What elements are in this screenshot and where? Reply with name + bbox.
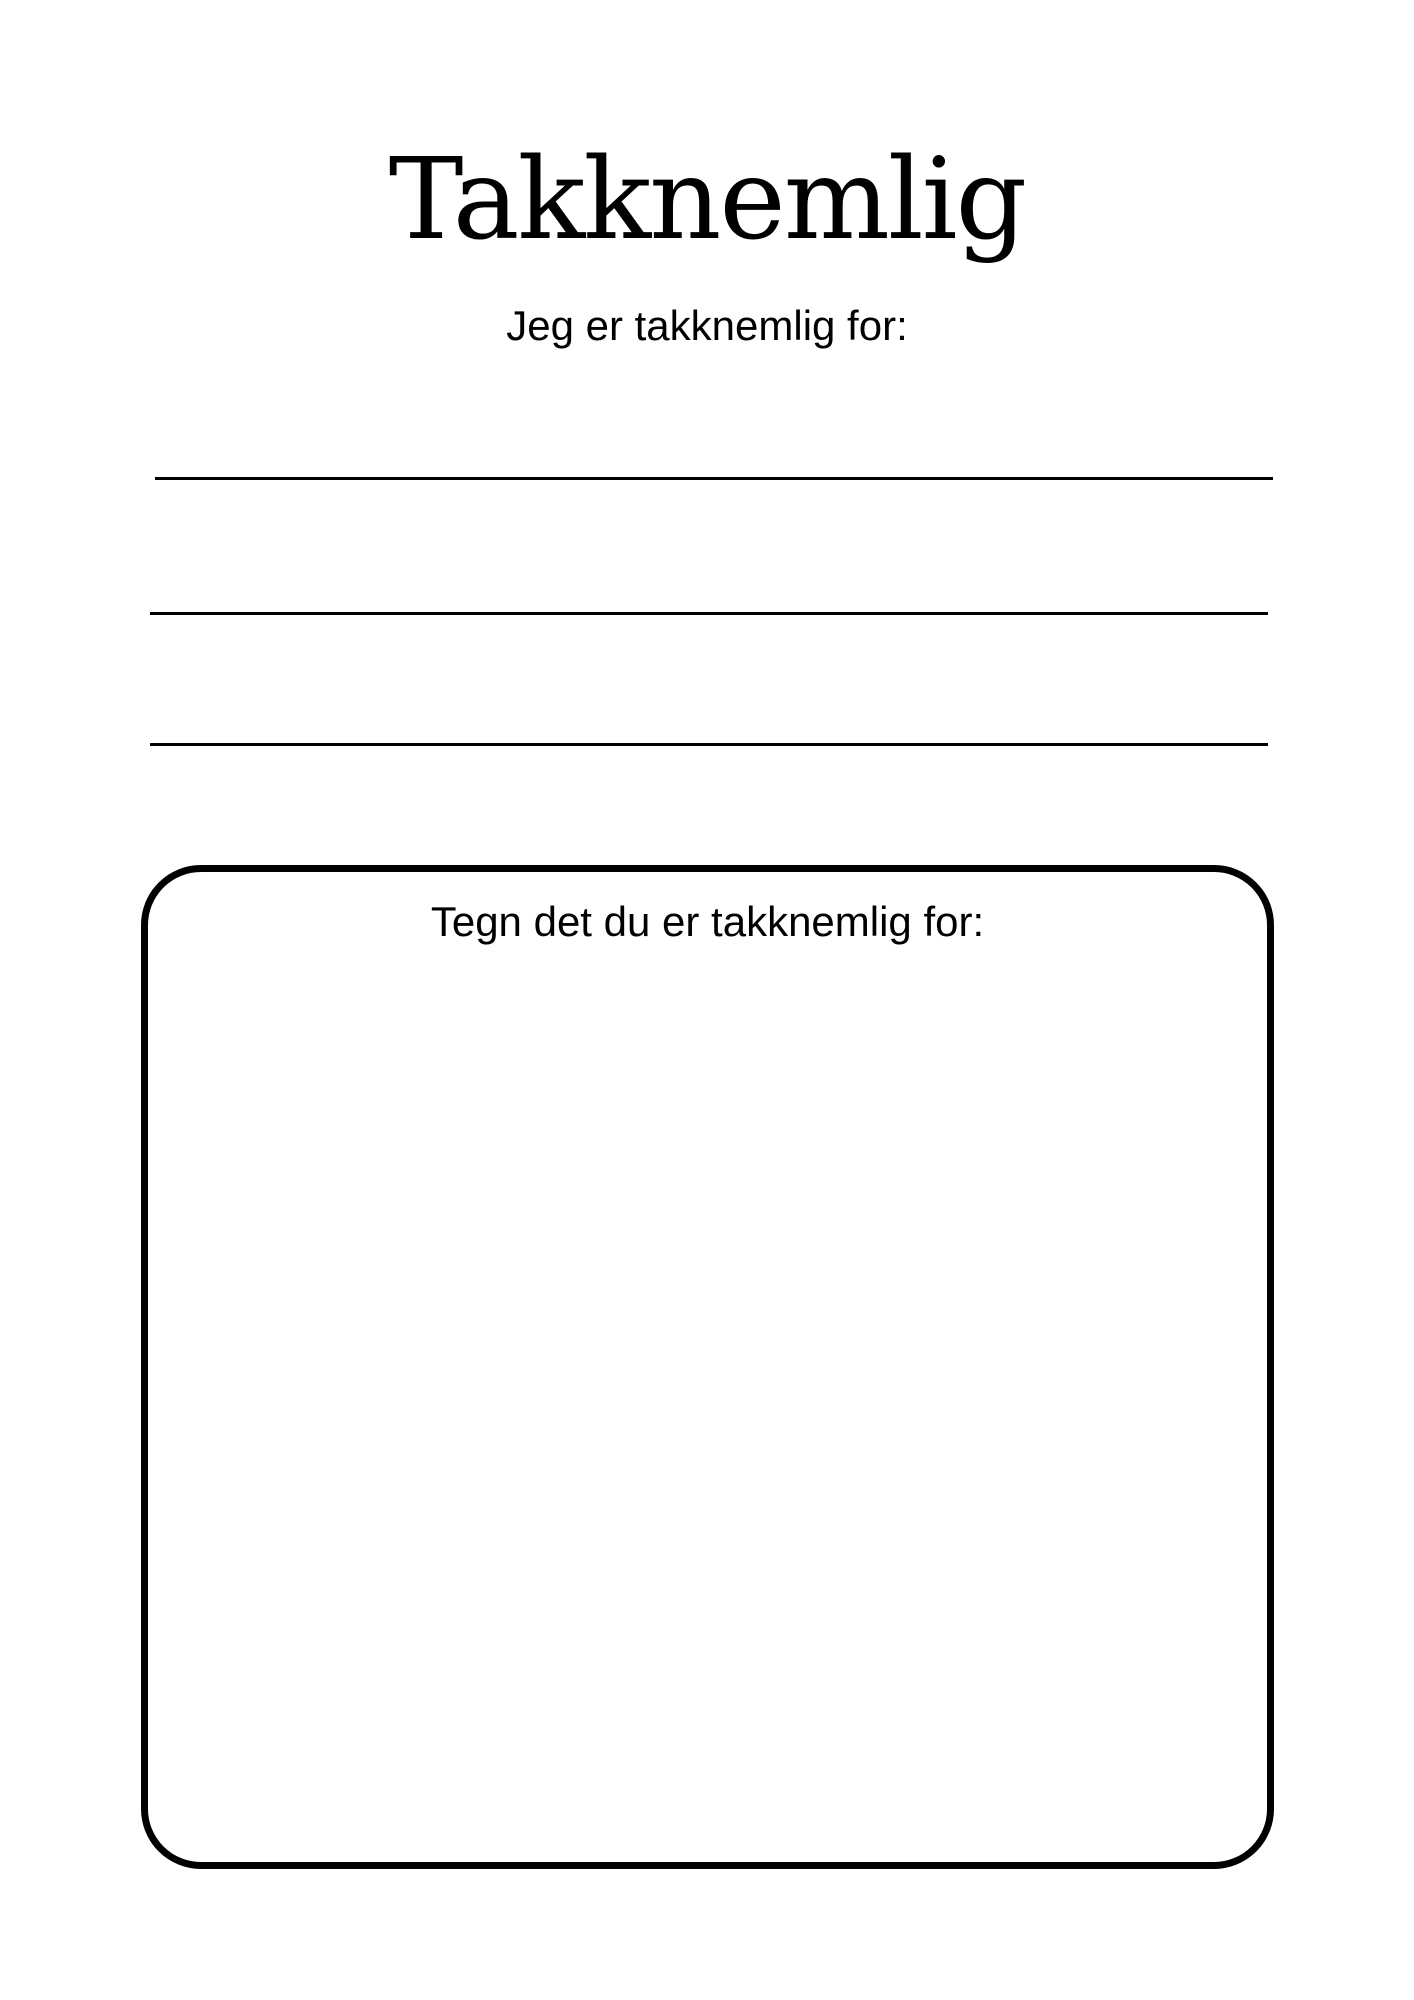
drawing-box-label: Tegn det du er takknemlig for: [430,898,985,945]
page-title: Takknemlig [388,135,1026,265]
gratitude-prompt: Jeg er takknemlig for: [506,302,908,349]
writing-line-1[interactable] [155,477,1273,480]
drawing-box[interactable] [141,865,1274,1869]
writing-line-2[interactable] [150,612,1268,615]
writing-line-3[interactable] [150,743,1268,746]
